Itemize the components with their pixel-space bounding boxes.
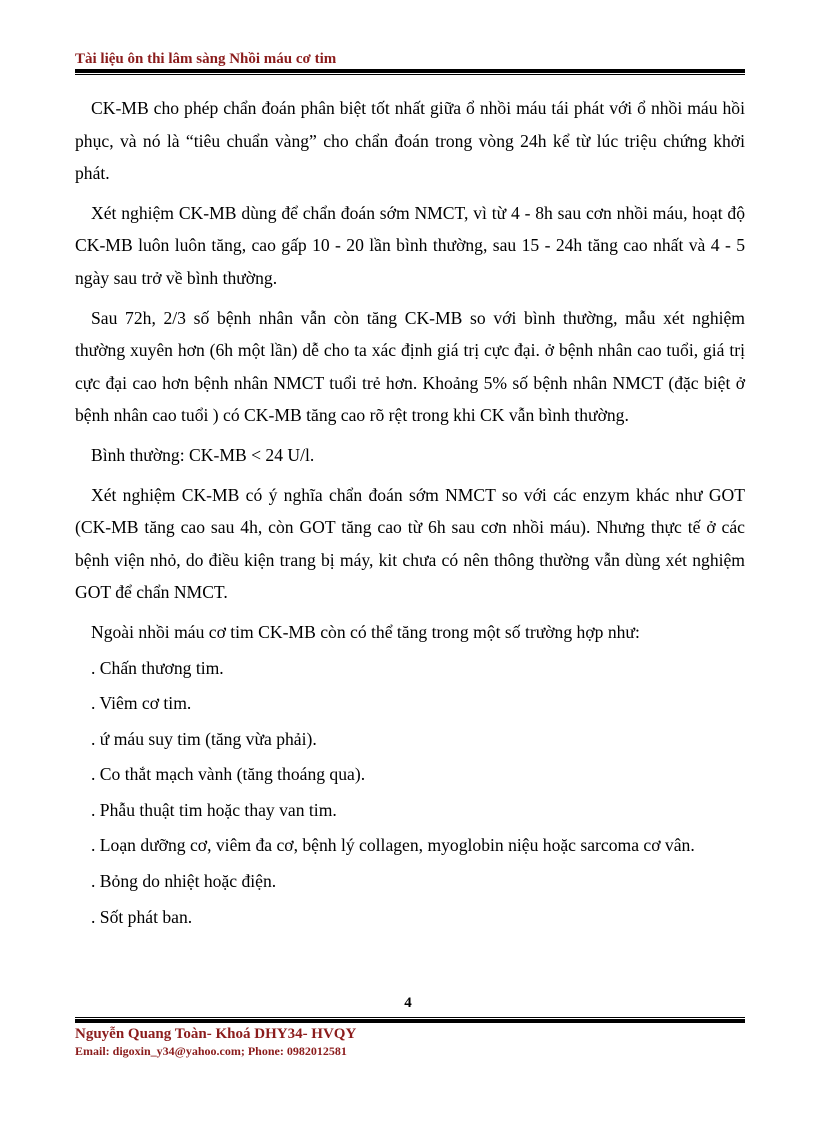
paragraph: Sau 72h, 2/3 số bệnh nhân vẫn còn tăng CK-MB so với bình thường, mẫu xét nghiệm thường xuyên hơn (6h một lần) dễ cho ta xác định giá trị cực đại. ở bệnh nhân cao tuổi, giá trị cực đại cao hơn bệnh nhân NMCT tuổi trẻ hơn. Khoảng 5% số bệnh nhân NMCT (đặc biệt ở bệnh nhân cao tuổi ) có CK-MB tăng cao rõ rệt trong khi CK vẫn bình thường.: [75, 307, 745, 426]
page-header: [75, 49, 745, 75]
page-footer: [75, 1017, 745, 1059]
page-body: [75, 92, 745, 933]
list-item: . ứ máu suy tim (tăng vừa phải).: [91, 728, 317, 749]
header-rule-thin: [75, 74, 745, 75]
paragraph: Bình thường: CK-MB < 24 U/l.: [91, 444, 315, 465]
footer-author: Nguyễn Quang Toàn- Khoá DHY34- HVQY: [75, 1026, 357, 1042]
footer-rule-thick: [75, 1019, 745, 1023]
footer-contact: Email: digoxin_y34@yahoo.com; Phone: 0982012581: [75, 1044, 347, 1058]
paragraph: Xét nghiệm CK-MB có ý nghĩa chẩn đoán sớm NMCT so với các enzym khác như GOT (CK-MB tăng cao sau 4h, còn GOT tăng cao từ 6h sau cơn nhồi máu). Nhưng thực tế ở các bệnh viện nhỏ, do điều kiện trang bị máy, kit chưa có nên thông thường vẫn dùng xét nghiệm GOT để chẩn NMCT.: [75, 484, 745, 603]
document-title: Tài liệu ôn thi lâm sàng Nhồi máu cơ tim: [75, 51, 337, 67]
list-item: . Phẫu thuật tim hoặc thay van tim.: [91, 799, 337, 820]
list-item: . Chấn thương tim.: [91, 657, 224, 678]
paragraph: CK-MB cho phép chẩn đoán phân biệt tốt nhất giữa ổ nhồi máu tái phát với ổ nhồi máu hồi phục, và nó là “tiêu chuẩn vàng” cho chẩn đoán trong vòng 24h kể từ lúc triệu chứng khởi phát.: [75, 98, 745, 184]
header-rule-thick: [75, 69, 745, 73]
footer-rule-thin: [75, 1017, 745, 1018]
list-item: . Co thắt mạch vành (tăng thoáng qua).: [91, 764, 366, 785]
paragraph: Xét nghiệm CK-MB dùng để chẩn đoán sớm NMCT, vì từ 4 - 8h sau cơn nhồi máu, hoạt độ CK-MB luôn luôn tăng, cao gấp 10 - 20 lần bình thường, sau 15 - 24h tăng cao nhất và 4 - 5 ngày sau trở về bình thường.: [75, 202, 745, 288]
list-item: . Viêm cơ tim.: [91, 693, 192, 714]
paragraph: Ngoài nhồi máu cơ tim CK-MB còn có thể tăng trong một số trường hợp như:: [91, 621, 640, 642]
page-number: 4: [404, 995, 412, 1011]
list-item: . Loạn dưỡng cơ, viêm đa cơ, bệnh lý collagen, myoglobin niệu hoặc sarcoma cơ vân.: [91, 835, 695, 856]
list-item: . Bỏng do nhiệt hoặc điện.: [91, 871, 277, 892]
list-item: . Sốt phát ban.: [91, 906, 193, 927]
